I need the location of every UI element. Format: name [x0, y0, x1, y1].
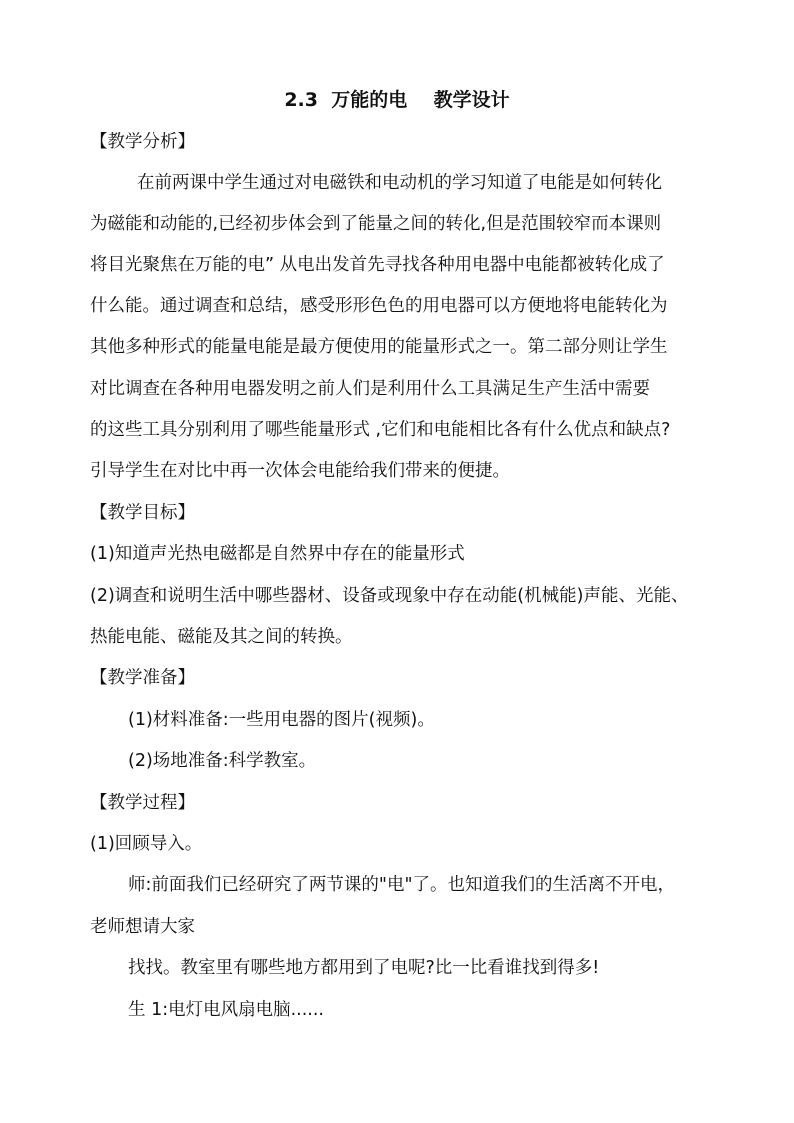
paragraph-line: 为磁能和动能的,已经初步体会到了能量之间的转化,但是范围较窄而本课则: [90, 214, 662, 234]
paragraph-line: 其他多种形式的能量电能是最方便使用的能量形式之一。第二部分则让学生: [90, 337, 668, 357]
section-heading-goals: 【教学目标】: [90, 503, 195, 523]
prep-item: (1)材料准备:一些用电器的图片(视频)。: [128, 710, 435, 730]
process-line: 师:前面我们已经研究了两节课的"电"了。也知道我们的生活离不开电，: [128, 875, 675, 895]
process-line: 老师想请大家: [90, 917, 195, 937]
goal-item: (1)知道声光热电磁都是自然界中存在的能量形式: [90, 544, 465, 564]
paragraph-line: 将目光聚焦在万能的电” 从电出发首先寻找各种用电器中电能都被转化成了: [90, 255, 665, 275]
goal-item: (2)调查和说明生活中哪些器材、设备或现象中存在动能(机械能)声能、光能、: [90, 586, 689, 606]
process-step: (1)回顾导入。: [90, 834, 203, 854]
paragraph-line: 对比调查在各种用电器发明之前人们是利用什么工具满足生产生活中需要: [90, 379, 650, 399]
process-line: 找找。教室里有哪些地方都用到了电呢?比一比看谁找到得多!: [128, 958, 600, 978]
process-line: 生 1:电灯电风扇电脑......: [128, 1000, 324, 1020]
paragraph-line: 在前两课中学生通过对电磁铁和电动机的学习知道了电能是如何转化: [137, 173, 662, 193]
section-heading-process: 【教学过程】: [90, 793, 195, 813]
section-heading-prep: 【教学准备】: [90, 668, 195, 688]
goal-item-continued: 热能电能、磁能及其之间的转换。: [90, 627, 353, 647]
paragraph-line: 什么能。通过调查和总结，感受形形色色的用电器可以方便地将电能转化为: [90, 296, 668, 316]
paragraph-line: 的这些工具分别利用了哪些能量形式 ,它们和电能相比各有什么优点和缺点?: [90, 420, 671, 440]
prep-item: (2)场地准备:科学教室。: [128, 751, 317, 771]
paragraph-line: 引导学生在对比中再一次体会电能给我们带来的便捷。: [90, 461, 510, 481]
document-title: 2.3 万能的电 教学设计: [284, 89, 510, 111]
section-heading-analysis: 【教学分析】: [90, 132, 195, 152]
